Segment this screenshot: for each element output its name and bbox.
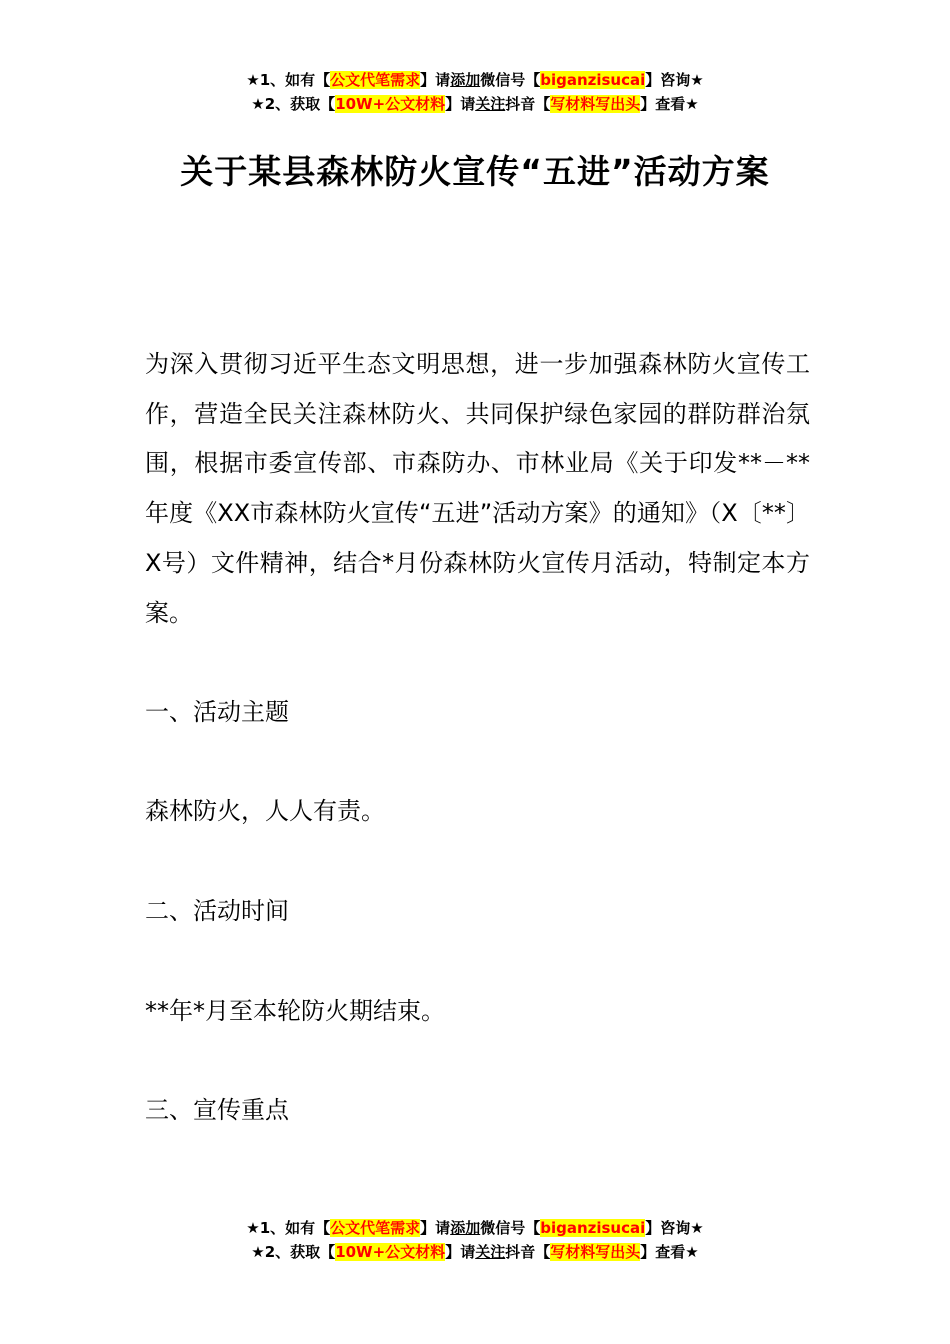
banner-line-2 xyxy=(0,1240,950,1264)
banner-underline: 关注 xyxy=(475,1243,506,1261)
banner-line-2 xyxy=(0,92,950,116)
banner-text: ★2、获取【 xyxy=(251,95,336,113)
banner-text: 】请 xyxy=(445,95,476,113)
footer-banner xyxy=(0,1216,950,1264)
section-heading: 三、宣传重点 xyxy=(145,1096,289,1124)
banner-text: 微信号【 xyxy=(480,1219,541,1237)
banner-highlight: 写材料写出头 xyxy=(550,95,641,113)
banner-highlight: 公文代笔需求 xyxy=(330,1219,421,1237)
banner-text: ★1、如有【 xyxy=(246,71,331,89)
section-heading: 一、活动主题 xyxy=(145,698,289,726)
banner-highlight: 公文代笔需求 xyxy=(330,71,421,89)
section-text: **年*月至本轮防火期结束。 xyxy=(145,997,445,1025)
banner-line-1 xyxy=(0,68,950,92)
banner-highlight: 10W+公文材料 xyxy=(335,1243,446,1261)
banner-text: ★2、获取【 xyxy=(251,1243,336,1261)
banner-text: 】请 xyxy=(445,1243,476,1261)
banner-highlight: 10W+公文材料 xyxy=(335,95,446,113)
section-heading: 二、活动时间 xyxy=(145,897,289,925)
banner-text: 】查看★ xyxy=(640,1243,699,1261)
document-title: 关于某县森林防火宣传“五进”活动方案 xyxy=(180,152,770,191)
banner-highlight: 写材料写出头 xyxy=(550,1243,641,1261)
section-text: 森林防火，人人有责。 xyxy=(145,797,385,825)
banner-text: 】请 xyxy=(420,71,451,89)
banner-text: 】请 xyxy=(420,1219,451,1237)
banner-text: 】咨询★ xyxy=(645,71,704,89)
banner-text: ★1、如有【 xyxy=(246,1219,331,1237)
banner-underline: 添加 xyxy=(450,71,481,89)
banner-text: 抖音【 xyxy=(505,95,551,113)
banner-text: 微信号【 xyxy=(480,71,541,89)
banner-text: 】查看★ xyxy=(640,95,699,113)
banner-text: 抖音【 xyxy=(505,1243,551,1261)
intro-block xyxy=(145,340,810,638)
header-banner xyxy=(0,68,950,116)
banner-highlight: biganzisucai xyxy=(540,1219,646,1237)
banner-underline: 添加 xyxy=(450,1219,481,1237)
banner-line-1 xyxy=(0,1216,950,1240)
banner-highlight: biganzisucai xyxy=(540,71,646,89)
intro-paragraph: 为深入贯彻习近平生态文明思想，进一步加强森林防火宣传工作，营造全民关注森林防火、共同保护绿色家园的群防群治氛围，根据市委宣传部、市森防办、市林业局《关于印发**－**年度《XX市森林防火宣传“五进”活动方案》的通知》（X〔**〕X号）文件精神，结合*月份森林防火宣传月活动，特制定本方案。 xyxy=(145,350,810,627)
banner-text: 】咨询★ xyxy=(645,1219,704,1237)
banner-underline: 关注 xyxy=(475,95,506,113)
